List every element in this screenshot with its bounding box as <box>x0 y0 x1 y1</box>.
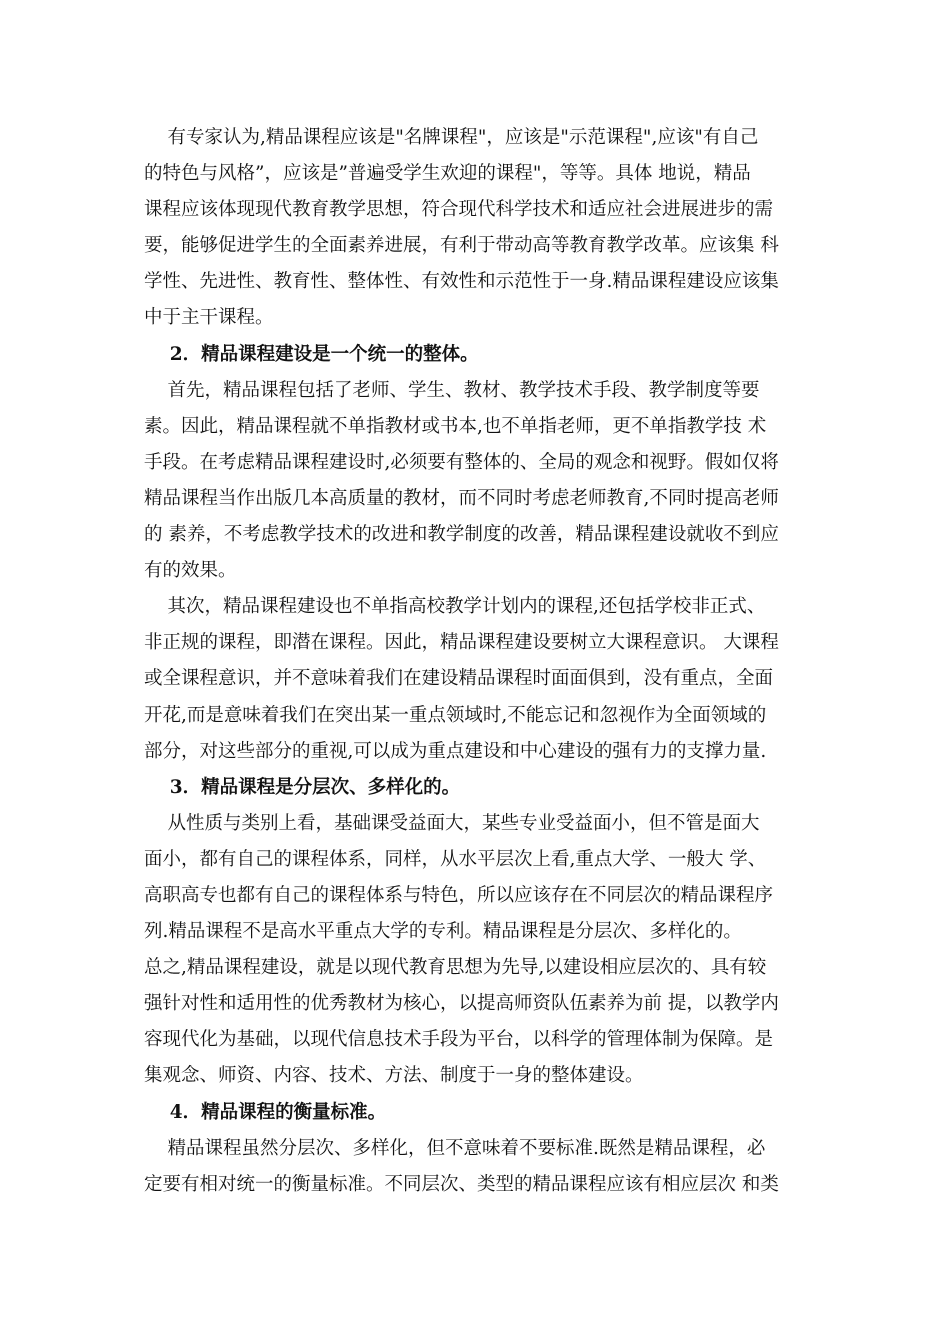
text-line: 高职高专也都有自己的课程体系与特色，所以应该存在不同层次的精品课程序 <box>144 884 774 906</box>
text-line: 手段。在考虑精品课程建设时,必须要有整体的、全局的观念和视野。假如仅将 <box>144 451 779 473</box>
text-line: 精品课程当作出版几本高质量的教材，而不同时考虑老师教育,不同时提高老师 <box>144 487 779 509</box>
text-line: 学性、先进性、教育性、整体性、有效性和示范性于一身.精品课程建设应该集 <box>144 271 779 293</box>
section-heading: 4．精品课程的衡量标准。 <box>144 1101 387 1123</box>
text-line: 部分，对这些部分的重视,可以成为重点建设和中心建设的强有力的支撑力量. <box>144 740 767 762</box>
section-heading: 2．精品课程建设是一个统一的整体。 <box>144 343 479 365</box>
text-line: 有专家认为,精品课程应该是"名牌课程"，应该是"示范课程",应该"有自己 <box>144 127 759 148</box>
text-line: 集观念、师资、内容、技术、方法、制度于一身的整体建设。 <box>144 1065 644 1087</box>
text-line: 从性质与类别上看，基础课受益面大，某些专业受益面小，但不管是面大 <box>144 812 760 834</box>
body-text <box>144 120 808 1203</box>
text-line: 的特色与风格”，应该是”普遍受学生欢迎的课程"，等等。具体 地说，精品 <box>144 163 751 185</box>
text-line: 其次，精品课程建设也不单指高校教学计划内的课程,还包括学校非正式、 <box>144 596 766 618</box>
text-line: 非正规的课程，即潜在课程。因此，精品课程建设要树立大课程意识。 大课程 <box>144 632 779 654</box>
text-line: 强针对性和适用性的优秀教材为核心，以提高师资队伍素养为前 提，以教学内 <box>144 993 779 1015</box>
text-line: 有的效果。 <box>144 560 237 582</box>
text-line: 开花,而是意味着我们在突出某一重点领域时,不能忘记和忽视作为全面领域的 <box>144 704 767 726</box>
text-line: 总之,精品课程建设，就是以现代教育思想为先导,以建设相应层次的、具有较 <box>144 957 767 979</box>
text-line: 首先，精品课程包括了老师、学生、教材、教学技术手段、教学制度等要 <box>144 379 760 401</box>
text-line: 列.精品课程不是高水平重点大学的专利。精品课程是分层次、多样化的。 <box>144 921 742 943</box>
text-line: 定要有相对统一的衡量标准。不同层次、类型的精品课程应该有相应层次 和类 <box>144 1173 779 1195</box>
text-line: 素。因此，精品课程就不单指教材或书本,也不单指老师，更不单指教学技 术 <box>144 415 767 437</box>
text-line: 容现代化为基础，以现代信息技术手段为平台，以科学的管理体制为保障。是 <box>144 1029 774 1051</box>
text-line: 要，能够促进学生的全面素养进展，有利于带动高等教育教学改革。应该集 科 <box>144 235 779 257</box>
text-line: 中于主干课程。 <box>144 307 274 329</box>
section-heading: 3．精品课程是分层次、多样化的。 <box>144 776 461 798</box>
text-line: 精品课程虽然分层次、多样化，但不意味着不要标准.既然是精品课程，必 <box>144 1137 766 1159</box>
text-line: 的 素养，不考虑教学技术的改进和教学制度的改善，精品课程建设就收不到应 <box>144 524 779 546</box>
text-line: 或全课程意识，并不意味着我们在建设精品课程时面面俱到，没有重点，全面 <box>144 668 774 690</box>
text-line: 面小，都有自己的课程体系，同样，从水平层次上看,重点大学、一般大 学、 <box>144 848 767 870</box>
text-line: 课程应该体现现代教育教学思想，符合现代科学技术和适应社会进展进步的需 <box>144 199 774 221</box>
